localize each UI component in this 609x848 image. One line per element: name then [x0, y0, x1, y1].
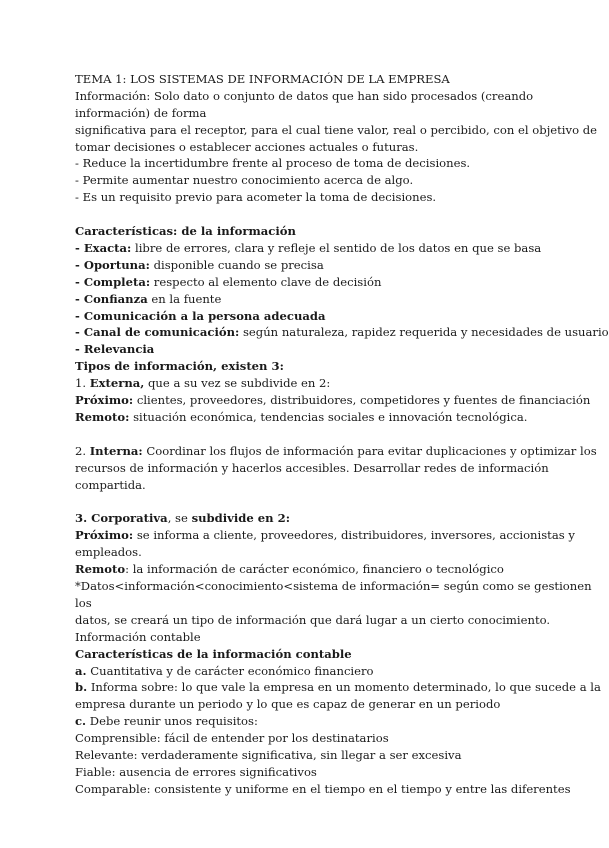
caracteristica-item: - Exacta: libre de errores, clara y refleje el sentido de los datos en que se basa — [75, 241, 542, 256]
document-page — [75, 71, 609, 798]
corporativa-proximo: Próximo: se informa a cliente, proveedores, distribuidores, inversores, accionistas y — [75, 528, 575, 543]
tipos-heading: Tipos de información, existen 3: — [75, 359, 284, 374]
intro-line: - Reduce la incertidumbre frente al proceso de toma de decisiones. — [75, 156, 471, 171]
caracteristicas-heading: Características: de la información — [75, 224, 296, 239]
requisito-item: Relevante: verdaderamente significativa, sin llegar a ser excesiva — [75, 747, 462, 762]
caracteristica-item: - Oportuna: disponible cuando se precisa — [75, 257, 324, 272]
requisito-item: Comprensible: fácil de entender por los destinatarios — [75, 731, 389, 746]
caracteristica-item: - Canal de comunicación: según naturaleza, rapidez requerida y necesidades de usuario — [75, 325, 609, 340]
tipo-corporativa: 3. Corporativa, se subdivide en 2: — [75, 511, 290, 526]
doc-title: TEMA 1: LOS SISTEMAS DE INFORMACIÓN DE LA EMPRESA — [75, 72, 450, 86]
interna-line: recursos de información y hacerlos accesibles. Desarrollar redes de información — [75, 460, 549, 475]
contable-b: b. Informa sobre: lo que vale la empresa en un momento determinado, lo que sucede a la — [75, 680, 601, 695]
caracteristica-item: - Completa: respecto al elemento clave de decisión — [75, 274, 382, 289]
contable-c: c. Debe reunir unos requisitos: — [75, 714, 258, 729]
note-line: datos, se creará un tipo de información que dará lugar a un cierto conocimiento. — [75, 612, 551, 627]
requisito-item: Comparable: consistente y uniforme en el tiempo en el tiempo y entre las diferentes — [75, 781, 571, 796]
caracteristica-item: - Confianza en la fuente — [75, 291, 222, 306]
tipo-externa: 1. Externa, que a su vez se subdivide en 2: — [75, 376, 331, 391]
intro-line: significativa para el receptor, para el cual tiene valor, real o percibido, con el objetivo de — [75, 122, 598, 137]
intro-line: Información: Solo dato o conjunto de datos que han sido procesados (creando — [75, 88, 534, 103]
corporativa-proximo-cont: empleados. — [75, 545, 142, 560]
note-line: Información contable — [75, 629, 201, 644]
note-line: los — [75, 595, 92, 610]
caracteristica-item: - Relevancia — [75, 342, 155, 357]
intro-line: información) de forma — [75, 105, 207, 120]
intro-line: - Permite aumentar nuestro conocimiento acerca de algo. — [75, 173, 414, 188]
interna-line: compartida. — [75, 477, 146, 492]
externa-proximo: Próximo: clientes, proveedores, distribuidores, competidores y fuentes de financiación — [75, 393, 591, 408]
note-line: *Datos<información<conocimiento<sistema de información= según como se gestionen — [75, 579, 592, 594]
corporativa-remoto: Remoto: la información de carácter económico, financiero o tecnológico — [75, 562, 504, 577]
contable-heading: Características de la información contable — [75, 646, 352, 661]
intro-line: tomar decisiones o establecer acciones actuales o futuras. — [75, 139, 419, 154]
caracteristica-item: - Comunicación a la persona adecuada — [75, 308, 326, 323]
contable-a: a. Cuantitativa y de carácter económico financiero — [75, 663, 374, 678]
requisito-item: Fiable: ausencia de errores significativos — [75, 764, 317, 779]
intro-line: - Es un requisito previo para acometer la toma de decisiones. — [75, 190, 437, 205]
contable-b-cont: empresa durante un periodo y lo que es capaz de generar en un periodo — [75, 697, 501, 712]
tipo-interna: 2. Interna: Coordinar los flujos de información para evitar duplicaciones y optimizar los — [75, 443, 597, 458]
externa-remoto: Remoto: situación económica, tendencias sociales e innovación tecnológica. — [75, 409, 528, 424]
